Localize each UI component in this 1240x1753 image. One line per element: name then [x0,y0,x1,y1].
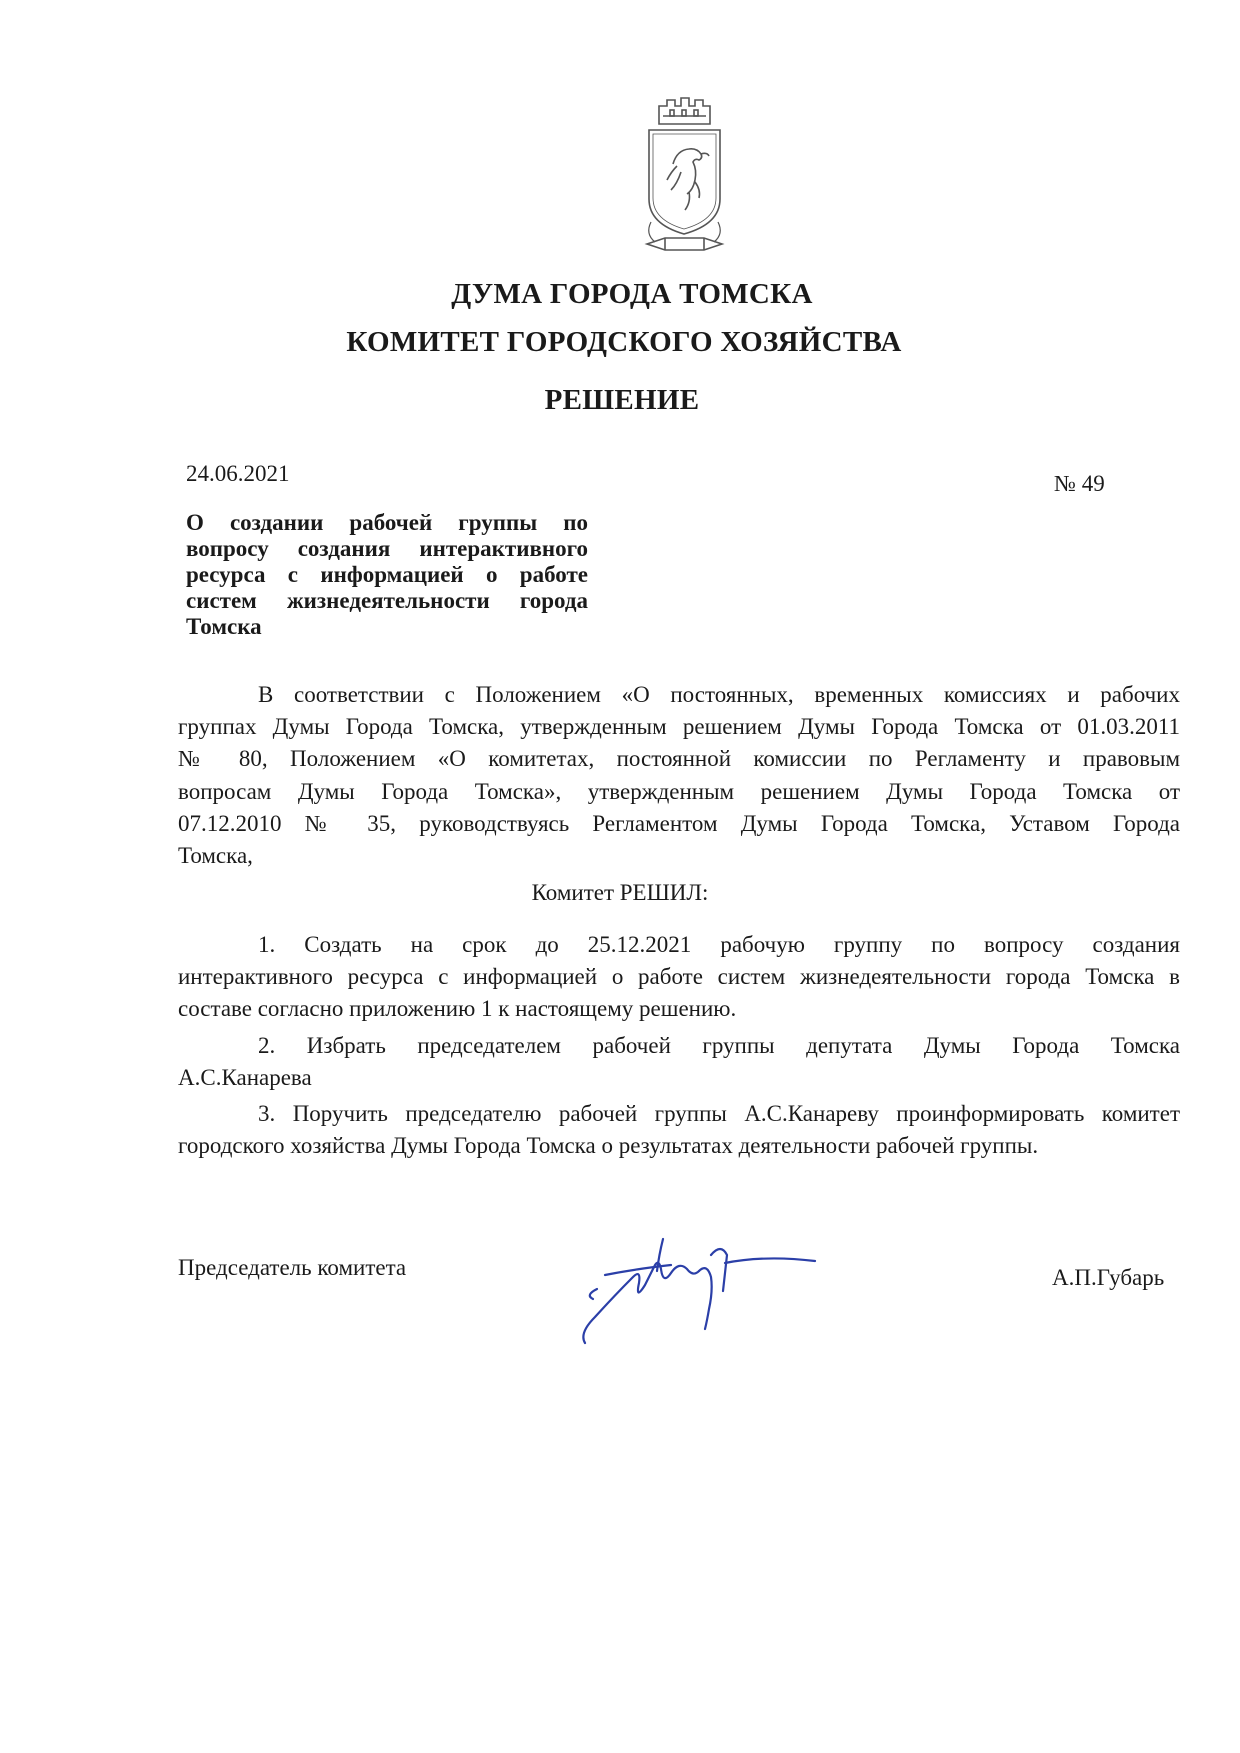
document-subject [186,510,588,640]
item-line: городского хозяйства Думы Города Томска о результатах деятельности рабочей группы. [178,1133,1039,1159]
decided-heading: Комитет РЕШИЛ: [531,880,709,905]
preamble-line: Томска, [178,843,253,869]
org-title: ДУМА ГОРОДА ТОМСКА [451,278,813,310]
item-line: 3. Поручить председателю рабочей группы А.С.Канареву проинформировать комитет [258,1101,1180,1127]
signatory-name: А.П.Губарь [1052,1265,1165,1290]
item-line: 2. Избрать председателем рабочей группы депутата Думы Города Томска [258,1032,1180,1058]
decision-item-1 [178,929,1180,1026]
decision-item-2 [178,1030,1180,1094]
preamble-line: вопросам Думы Города Томска», утвержденным решением Думы Города Томска от [178,778,1180,804]
subject-line: вопросу создания интерактивного [186,536,588,561]
subject-line: систем жизнедеятельности города [186,588,588,613]
decision-item-3 [178,1098,1180,1162]
document-date: 24.06.2021 [186,461,290,486]
item-line: составе согласно приложению 1 к настоящему решению. [178,996,737,1022]
subject-line: Томска [186,614,262,639]
signatory-role: Председатель комитета [178,1255,407,1280]
subject-line: О создании рабочей группы по [186,510,588,535]
preamble-line: группах Думы Города Томска, утвержденным решением Думы Города Томска от 01.03.2011 [178,714,1180,740]
handwritten-signature-icon [575,1225,835,1355]
committee-title: КОМИТЕТ ГОРОДСКОГО ХОЗЯЙСТВА [346,326,902,358]
item-line: 1. Создать на срок до 25.12.2021 рабочую группу по вопросу создания [258,932,1180,957]
city-coat-of-arms-icon [637,94,732,261]
subject-line: ресурса с информацией о работе [186,562,588,587]
preamble-line: 07.12.2010 № 35, руководствуясь Регламентом Думы Города Томска, Уставом Города [178,810,1180,836]
document-type-title: РЕШЕНИЕ [544,384,700,416]
preamble-paragraph [178,679,1180,872]
preamble-line: № 80, Положением «О комитетах, постоянной комиссии по Регламенту и правовым [178,746,1180,772]
item-line: интерактивного ресурса с информацией о работе систем жизнедеятельности города Томска в [178,964,1180,990]
preamble-line: В соответствии с Положением «О постоянных, временных комиссиях и рабочих [258,682,1180,707]
decision-items [178,929,1180,1162]
document-number: № 49 [1054,471,1105,496]
item-line: А.С.Канарева [178,1064,312,1090]
